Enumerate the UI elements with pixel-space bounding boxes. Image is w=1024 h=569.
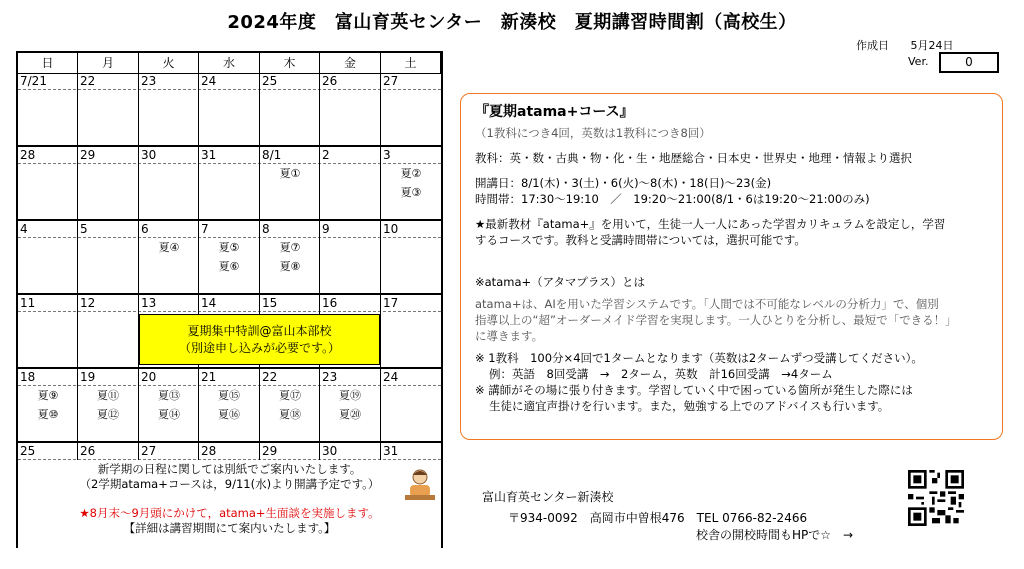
date-number: 8 (262, 222, 270, 236)
day-cell (381, 221, 441, 293)
weekday-4: 木 (260, 53, 320, 73)
day-cell (320, 221, 381, 293)
day-cell (381, 295, 441, 367)
day-cell (18, 73, 78, 145)
intensive-line-1: 夏期集中特訓@富山本部校 (187, 324, 332, 338)
date-number: 7 (201, 222, 209, 236)
day-cell (78, 369, 139, 441)
course-title: 『夏期atama+コース』 (475, 104, 634, 120)
day-cell (78, 73, 139, 145)
day-cell (260, 147, 320, 219)
lesson-slot: 夏⑥ (218, 260, 240, 273)
lesson-slot: 夏⑮ (218, 389, 240, 402)
date-number: 5 (80, 222, 88, 236)
day-cell (199, 147, 260, 219)
tutor-1: ※ 講師がその場に張り付きます。学習していく中で困っている箇所が発生した際には (475, 383, 913, 397)
date-number: 21 (201, 370, 217, 384)
created-date (856, 37, 972, 53)
weekday-0: 日 (18, 53, 78, 73)
created-value: 5月24日 (910, 39, 954, 52)
date-number: 24 (201, 74, 217, 88)
date-number: 8/1 (262, 148, 282, 162)
lesson-slot: 夏⑤ (218, 241, 240, 254)
week-row (18, 73, 441, 147)
date-number: 31 (383, 444, 399, 458)
date-number: 29 (262, 444, 278, 458)
date-number: 11 (20, 296, 36, 310)
qr-code-icon[interactable] (908, 470, 964, 526)
course-sub: （1教科につき4回，英数は1教科につき8回） (475, 126, 711, 140)
day-cell (260, 221, 320, 293)
atama-course-box (460, 93, 1003, 440)
lesson-slot: 夏⑩ (37, 408, 59, 421)
lesson-slot: 夏⑨ (37, 389, 59, 402)
date-number: 27 (141, 444, 157, 458)
course-subjects: 教科：英・数・古典・物・化・生・地歴総合・日本史・世界史・地理・情報より選択 (475, 151, 912, 165)
day-cell (260, 369, 320, 441)
version-label: Ver. (908, 55, 929, 68)
course-dates: 開講日：8/1(木)・3(土)・6(火)～8(木)・18(日)～23(金) (475, 176, 772, 190)
date-number: 2 (322, 148, 330, 162)
date-number: 25 (20, 444, 36, 458)
note-line-2: （2学期atama+コースは，9/11(水)より開講予定です。） (79, 477, 380, 491)
note-red: ★8月末～9月頭にかけて，atama+生面談を実施します。 (79, 506, 380, 520)
day-cell (139, 73, 199, 145)
calendar (16, 51, 443, 548)
day-cell (260, 73, 320, 145)
lesson-slot: 夏② (400, 167, 422, 180)
date-number: 29 (80, 148, 96, 162)
week-row (18, 443, 441, 549)
day-cell (381, 147, 441, 219)
course-times: 時間帯：17:30～19:10 ／ 19:20～21:00(8/1・6は19:20～21:00のみ) (475, 192, 870, 206)
date-number: 6 (141, 222, 149, 236)
day-cell (320, 73, 381, 145)
date-number: 3 (383, 148, 391, 162)
school-info (482, 489, 853, 544)
date-number: 22 (80, 74, 96, 88)
day-cell (78, 147, 139, 219)
day-cell (18, 369, 78, 441)
lesson-slot: 夏① (279, 167, 301, 180)
date-number: 7/21 (20, 74, 47, 88)
date-number: 31 (201, 148, 217, 162)
date-number: 20 (141, 370, 157, 384)
lesson-slot: 夏⑰ (279, 389, 301, 402)
date-number: 25 (262, 74, 278, 88)
day-cell (139, 221, 199, 293)
date-number: 13 (141, 296, 157, 310)
fee-2: 例：英語 8回受講 → 2ターム，英数 計16回受講 →4ターム (489, 367, 833, 381)
date-number: 10 (383, 222, 399, 236)
date-number: 28 (201, 444, 217, 458)
day-cell (381, 369, 441, 441)
day-cell (78, 295, 139, 367)
day-cell (320, 147, 381, 219)
schedule-notes (18, 462, 441, 536)
weekday-6: 土 (381, 53, 441, 73)
week-row (18, 147, 441, 221)
version-box: 0 (939, 52, 999, 73)
day-cell (18, 295, 78, 367)
about-3: に導きます。 (475, 329, 544, 343)
week-row (18, 369, 441, 443)
note-line-4: 【詳細は講習期間にて案内いたします。】 (123, 521, 336, 535)
date-number: 30 (141, 148, 157, 162)
about-1: atama+は、AIを用いた学習システムです。「人間では不可能なレベルの分析力」で、個別 (475, 297, 939, 311)
lesson-slot: 夏⑯ (218, 408, 240, 421)
course-desc-1: ★最新教材『atama+』を用いて，生徒一人一人にあった学習カリキュラムを設定し，学習 (475, 217, 946, 231)
day-cell (199, 221, 260, 293)
note-line-1: 新学期の日程に関しては別紙でご案内いたします。 (97, 462, 362, 476)
date-number: 12 (80, 296, 96, 310)
weekday-5: 金 (320, 53, 381, 73)
date-number: 23 (141, 74, 157, 88)
intensive-course-banner (139, 314, 380, 365)
about-2: 指導以上の“超”オーダーメイド学習を実現します。一人ひとりを分析し、最短で「できる！」 (475, 313, 957, 327)
lesson-slot: 夏⑭ (158, 408, 180, 421)
day-cell (381, 73, 441, 145)
day-cell (18, 147, 78, 219)
weekday-2: 火 (139, 53, 199, 73)
lesson-slot: 夏⑪ (97, 389, 119, 402)
weekday-header (18, 53, 441, 74)
day-cell (139, 369, 199, 441)
week-row (18, 221, 441, 295)
date-number: 30 (322, 444, 338, 458)
day-cell (320, 369, 381, 441)
date-number: 19 (80, 370, 96, 384)
lesson-slot: 夏⑲ (339, 389, 361, 402)
school-address: 〒934-0092 高岡市中曽根476 TEL 0766-82-2466 (508, 511, 808, 525)
about-title: ※atama+（アタマプラス）とは (475, 275, 645, 289)
date-number: 18 (20, 370, 36, 384)
tutor-2: 生徒に適宜声掛けを行います。また，勉強する上でのアドバイスも行います。 (489, 399, 890, 413)
lesson-slot: 夏④ (158, 241, 180, 254)
weekday-3: 水 (199, 53, 260, 73)
date-number: 16 (322, 296, 338, 310)
day-cell (199, 73, 260, 145)
lesson-slot: 夏⑱ (279, 408, 301, 421)
lesson-slot: 夏⑦ (279, 241, 301, 254)
course-desc-2: するコースです。教科と受講時間帯については，選択可能です。 (475, 233, 806, 247)
intensive-line-2: （別途申し込みが必要です。） (178, 341, 341, 355)
school-hp: 校舎の開校時間もHPで☆ → (696, 528, 854, 542)
fee-1: ※ 1教科 100分×4回で1タームとなります（英数は2タームずつ受講してください）。 (475, 351, 923, 365)
day-cell (18, 221, 78, 293)
date-number: 17 (383, 296, 399, 310)
lesson-slot: 夏⑫ (97, 408, 119, 421)
school-name: 富山育英センター新湊校 (482, 490, 614, 504)
lesson-slot: 夏⑬ (158, 389, 180, 402)
date-number: 9 (322, 222, 330, 236)
date-number: 23 (322, 370, 338, 384)
date-number: 26 (322, 74, 338, 88)
weekday-1: 月 (78, 53, 139, 73)
page-title: 2024年度 富山育英センター 新湊校 夏期講習時間割（高校生） (227, 12, 797, 33)
lesson-slot: 夏③ (400, 186, 422, 199)
week-row (18, 295, 441, 369)
date-number: 26 (80, 444, 96, 458)
date-number: 15 (262, 296, 278, 310)
date-number: 27 (383, 74, 399, 88)
date-number: 4 (20, 222, 28, 236)
day-cell (139, 147, 199, 219)
date-number: 14 (201, 296, 217, 310)
lesson-slot: 夏⑧ (279, 260, 301, 273)
date-number: 24 (383, 370, 399, 384)
day-cell (199, 369, 260, 441)
date-number: 22 (262, 370, 278, 384)
date-number: 28 (20, 148, 36, 162)
created-label: 作成日 (856, 39, 889, 52)
day-cell (78, 221, 139, 293)
student-illustration-icon (401, 466, 439, 504)
lesson-slot: 夏⑳ (339, 408, 361, 421)
